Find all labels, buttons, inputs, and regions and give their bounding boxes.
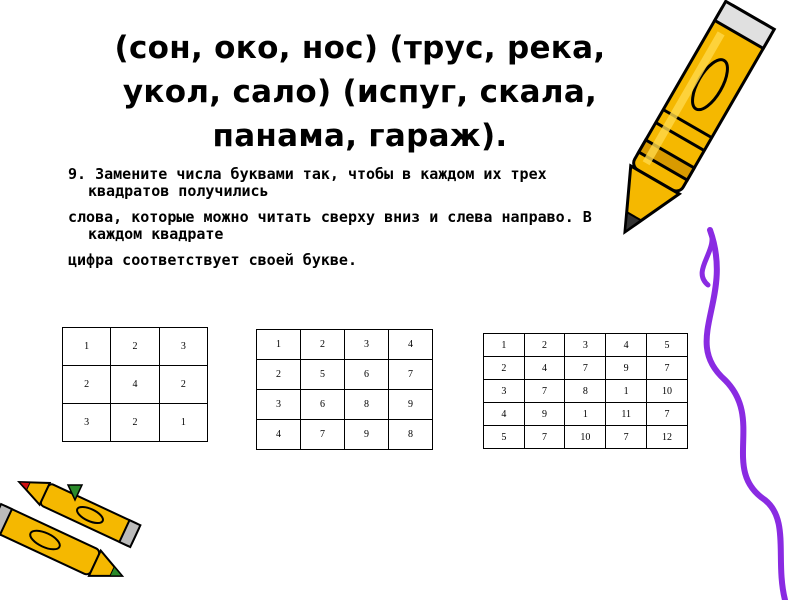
grid-cell: 2 <box>63 366 111 404</box>
grid-cell: 6 <box>301 390 345 420</box>
grid-cell: 5 <box>647 334 688 357</box>
grid-cell: 9 <box>389 390 433 420</box>
title-line-3: панама, гараж). <box>212 118 508 154</box>
ribbon-line-icon <box>707 230 785 600</box>
number-grid-4x4 <box>256 329 433 450</box>
grid-cell: 3 <box>63 404 111 442</box>
grid-cell: 4 <box>111 366 159 404</box>
grid-cell: 7 <box>565 357 606 380</box>
grid-cell: 2 <box>301 330 345 360</box>
grid-cell: 3 <box>565 334 606 357</box>
grid-cell: 7 <box>524 426 565 449</box>
crayons-bottom-decoration <box>0 480 150 600</box>
grid-cell: 7 <box>524 380 565 403</box>
grid-cell: 8 <box>345 390 389 420</box>
grid-cell: 7 <box>389 360 433 390</box>
grid-cell: 1 <box>63 328 111 366</box>
grid-cell: 6 <box>345 360 389 390</box>
grid-cell: 4 <box>524 357 565 380</box>
grid-cell: 10 <box>565 426 606 449</box>
grid-cell: 4 <box>606 334 647 357</box>
grid-row <box>257 390 433 420</box>
grid-row <box>63 328 208 366</box>
grid-cell: 5 <box>301 360 345 390</box>
title-line-1: (сон, око, нос) (трус, река, <box>114 30 606 66</box>
grid-cell: 7 <box>647 357 688 380</box>
grid-cell: 4 <box>389 330 433 360</box>
task-line-1: 9. Замените числа буквами так, чтобы в каждом их трех <box>68 165 547 183</box>
grid-row <box>257 360 433 390</box>
grid-cell: 8 <box>565 380 606 403</box>
grid-cell: 5 <box>484 426 525 449</box>
grid-cell: 1 <box>159 404 207 442</box>
crayon-icon <box>601 1 774 246</box>
grid-cell: 1 <box>565 403 606 426</box>
grid-cell: 9 <box>524 403 565 426</box>
grid-cell: 8 <box>389 420 433 450</box>
grid-cell: 7 <box>301 420 345 450</box>
grid-cell: 7 <box>647 403 688 426</box>
grid-cell: 2 <box>111 328 159 366</box>
grid-cell: 1 <box>484 334 525 357</box>
grid-cell: 1 <box>606 380 647 403</box>
number-grid-3x3 <box>62 327 208 442</box>
task-line-2: квадратов получились <box>88 182 269 200</box>
grid-row <box>257 330 433 360</box>
grid-cell: 9 <box>606 357 647 380</box>
task-line-4: каждом квадрате <box>88 225 224 243</box>
grid-cell: 7 <box>606 426 647 449</box>
grid-cell: 2 <box>111 404 159 442</box>
crayon-ribbon-decoration <box>560 0 800 600</box>
grid-cell: 9 <box>345 420 389 450</box>
grid-cell: 3 <box>257 390 301 420</box>
grid-cell: 2 <box>484 357 525 380</box>
grid-row <box>63 366 208 404</box>
grid-cell: 2 <box>159 366 207 404</box>
grid-cell: 12 <box>647 426 688 449</box>
grid-cell: 3 <box>345 330 389 360</box>
grid-cell: 2 <box>257 360 301 390</box>
grid-row <box>63 404 208 442</box>
grid-cell: 10 <box>647 380 688 403</box>
task-line-3: слова, которые можно читать сверху вниз и слева направо. В <box>68 208 592 226</box>
grid-cell: 3 <box>484 380 525 403</box>
title-line-2: укол, сало) (испуг, скала, <box>122 74 598 110</box>
grid-cell: 2 <box>524 334 565 357</box>
grid-cell: 11 <box>606 403 647 426</box>
grid-row <box>257 420 433 450</box>
grid-cell: 1 <box>257 330 301 360</box>
task-line-5: цифра соответствует своей букве. <box>68 251 357 269</box>
grid-cell: 4 <box>257 420 301 450</box>
grid-cell: 4 <box>484 403 525 426</box>
grid-cell: 3 <box>159 328 207 366</box>
